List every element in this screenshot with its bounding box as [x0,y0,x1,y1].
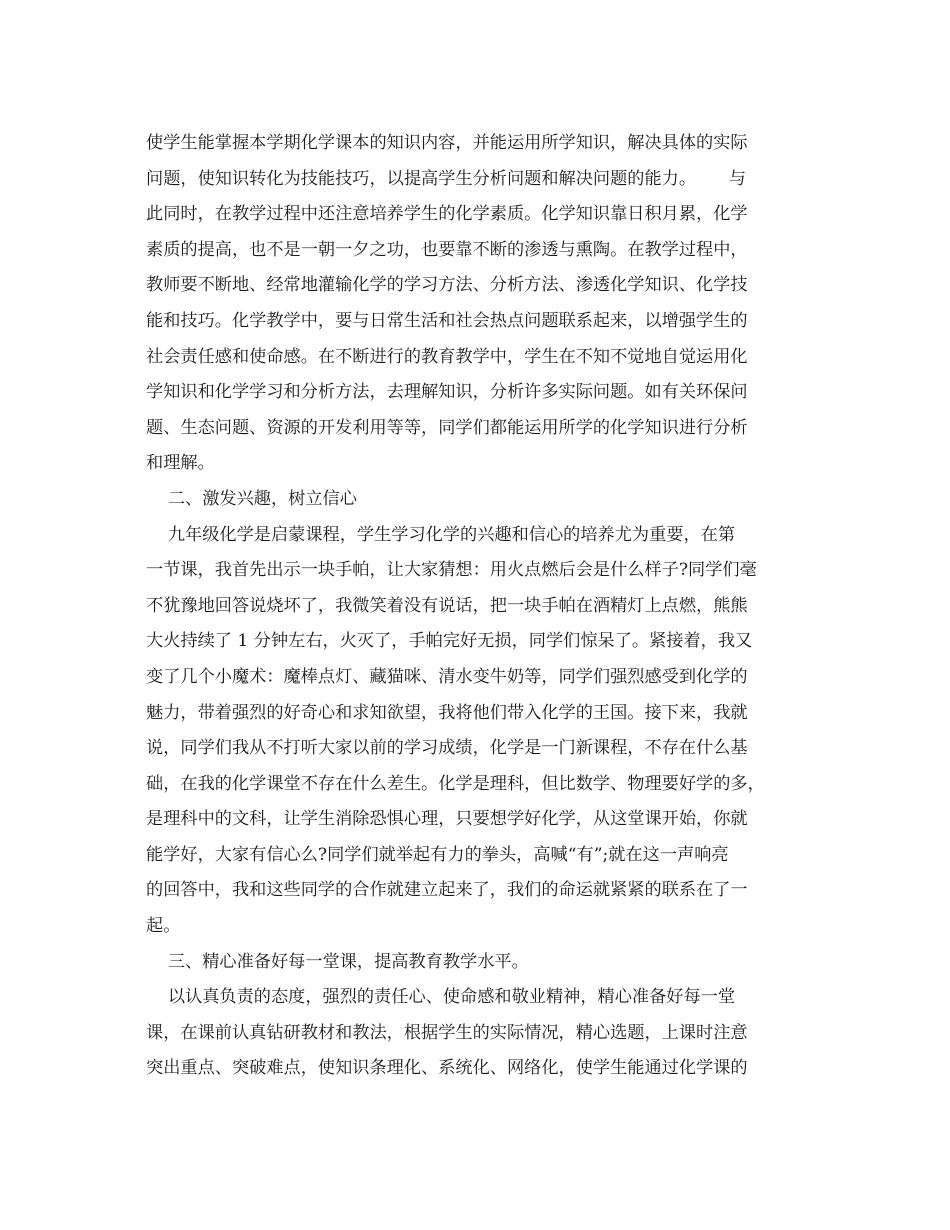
text-line: 教师要不断地、经常地灌输化学的学习方法、分析方法、渗透化学知识、化学技 [146,275,748,296]
text-line: 二、激发兴趣，树立信心 [146,488,357,509]
text-line: 社会责任感和使命感。在不断进行的教育教学中，学生在不知不觉地自觉运用化 [146,346,748,367]
text-line: 突出重点、突破难点，使知识条理化、系统化、网络化，使学生能通过化学课的 [146,1058,748,1079]
text-line: 是理科中的文科，让学生消除恐惧心理，只要想学好化学，从这堂课开始，你就 [146,809,748,830]
text-line: 学知识和化学学习和分析方法，去理解知识，分析许多实际问题。如有关环保问 [146,382,748,403]
text-line: 不犹豫地回答说烧坏了，我微笑着没有说话，把一块手帕在酒精灯上点燃，熊熊 [146,595,748,616]
text-line: 此同时，在教学过程中还注意培养学生的化学素质。化学知识靠日积月累，化学 [146,204,748,225]
text-line: 的回答中，我和这些同学的合作就建立起来了，我们的命运就紧紧的联系在了一 [146,880,748,901]
text-line: 使学生能掌握本学期化学课本的知识内容，并能运用所学知识，解决具体的实际 [146,133,748,153]
text-line: 魅力，带着强烈的好奇心和求知欲望，我将他们带入化学的王国。接下来，我就 [146,702,748,723]
text-line: 能和技巧。化学教学中，要与日常生活和社会热点问题联系起来，以增强学生的 [146,310,748,331]
document-body [146,126,806,1087]
text-line: 变了几个小魔术：魔棒点灯、藏猫咪、清水变牛奶等，同学们强烈感受到化学的 [146,666,748,687]
text-line: 大火持续了 1 分钟左右，火灭了，手帕完好无损，同学们惊呆了。紧接着，我又 [146,631,753,652]
text-line: 起。 [146,916,181,937]
text-line: 九年级化学是启蒙课程，学生学习化学的兴趣和信心的培养尤为重要，在第 [146,524,736,545]
text-line: 能学好，大家有信心么?同学们就举起有力的拳头，高喊“有”;就在这一声响亮 [146,844,729,865]
text-line: 以认真负责的态度，强烈的责任心、使命感和敬业精神，精心准备好每一堂 [146,987,736,1008]
text-line: 题、生态问题、资源的开发利用等等，同学们都能运用所学的化学知识进行分析 [146,417,748,438]
text-line: 三、精心准备好每一堂课，提高教育教学水平。 [146,951,529,972]
text-line: 一节课，我首先出示一块手帕，让大家猜想：用火点燃后会是什么样子?同学们毫 [146,560,757,581]
text-line: 素质的提高，也不是一朝一夕之功，也要靠不断的渗透与熏陶。在教学过程中， [146,239,748,260]
text-line: 和理解。 [146,453,215,474]
text-line: 说，同学们我从不打听大家以前的学习成绩，化学是一门新课程，不存在什么基 [146,738,748,759]
text-line: 础，在我的化学课堂不存在什么差生。化学是理科，但比数学、物理要好学的多， [146,773,765,794]
text-line: 课，在课前认真钻研教材和教法，根据学生的实际情况，精心选题，上课时注意 [146,1022,748,1043]
text-line: 问题，使知识转化为技能技巧，以提高学生分析问题和解决问题的能力。 与 [146,168,746,189]
